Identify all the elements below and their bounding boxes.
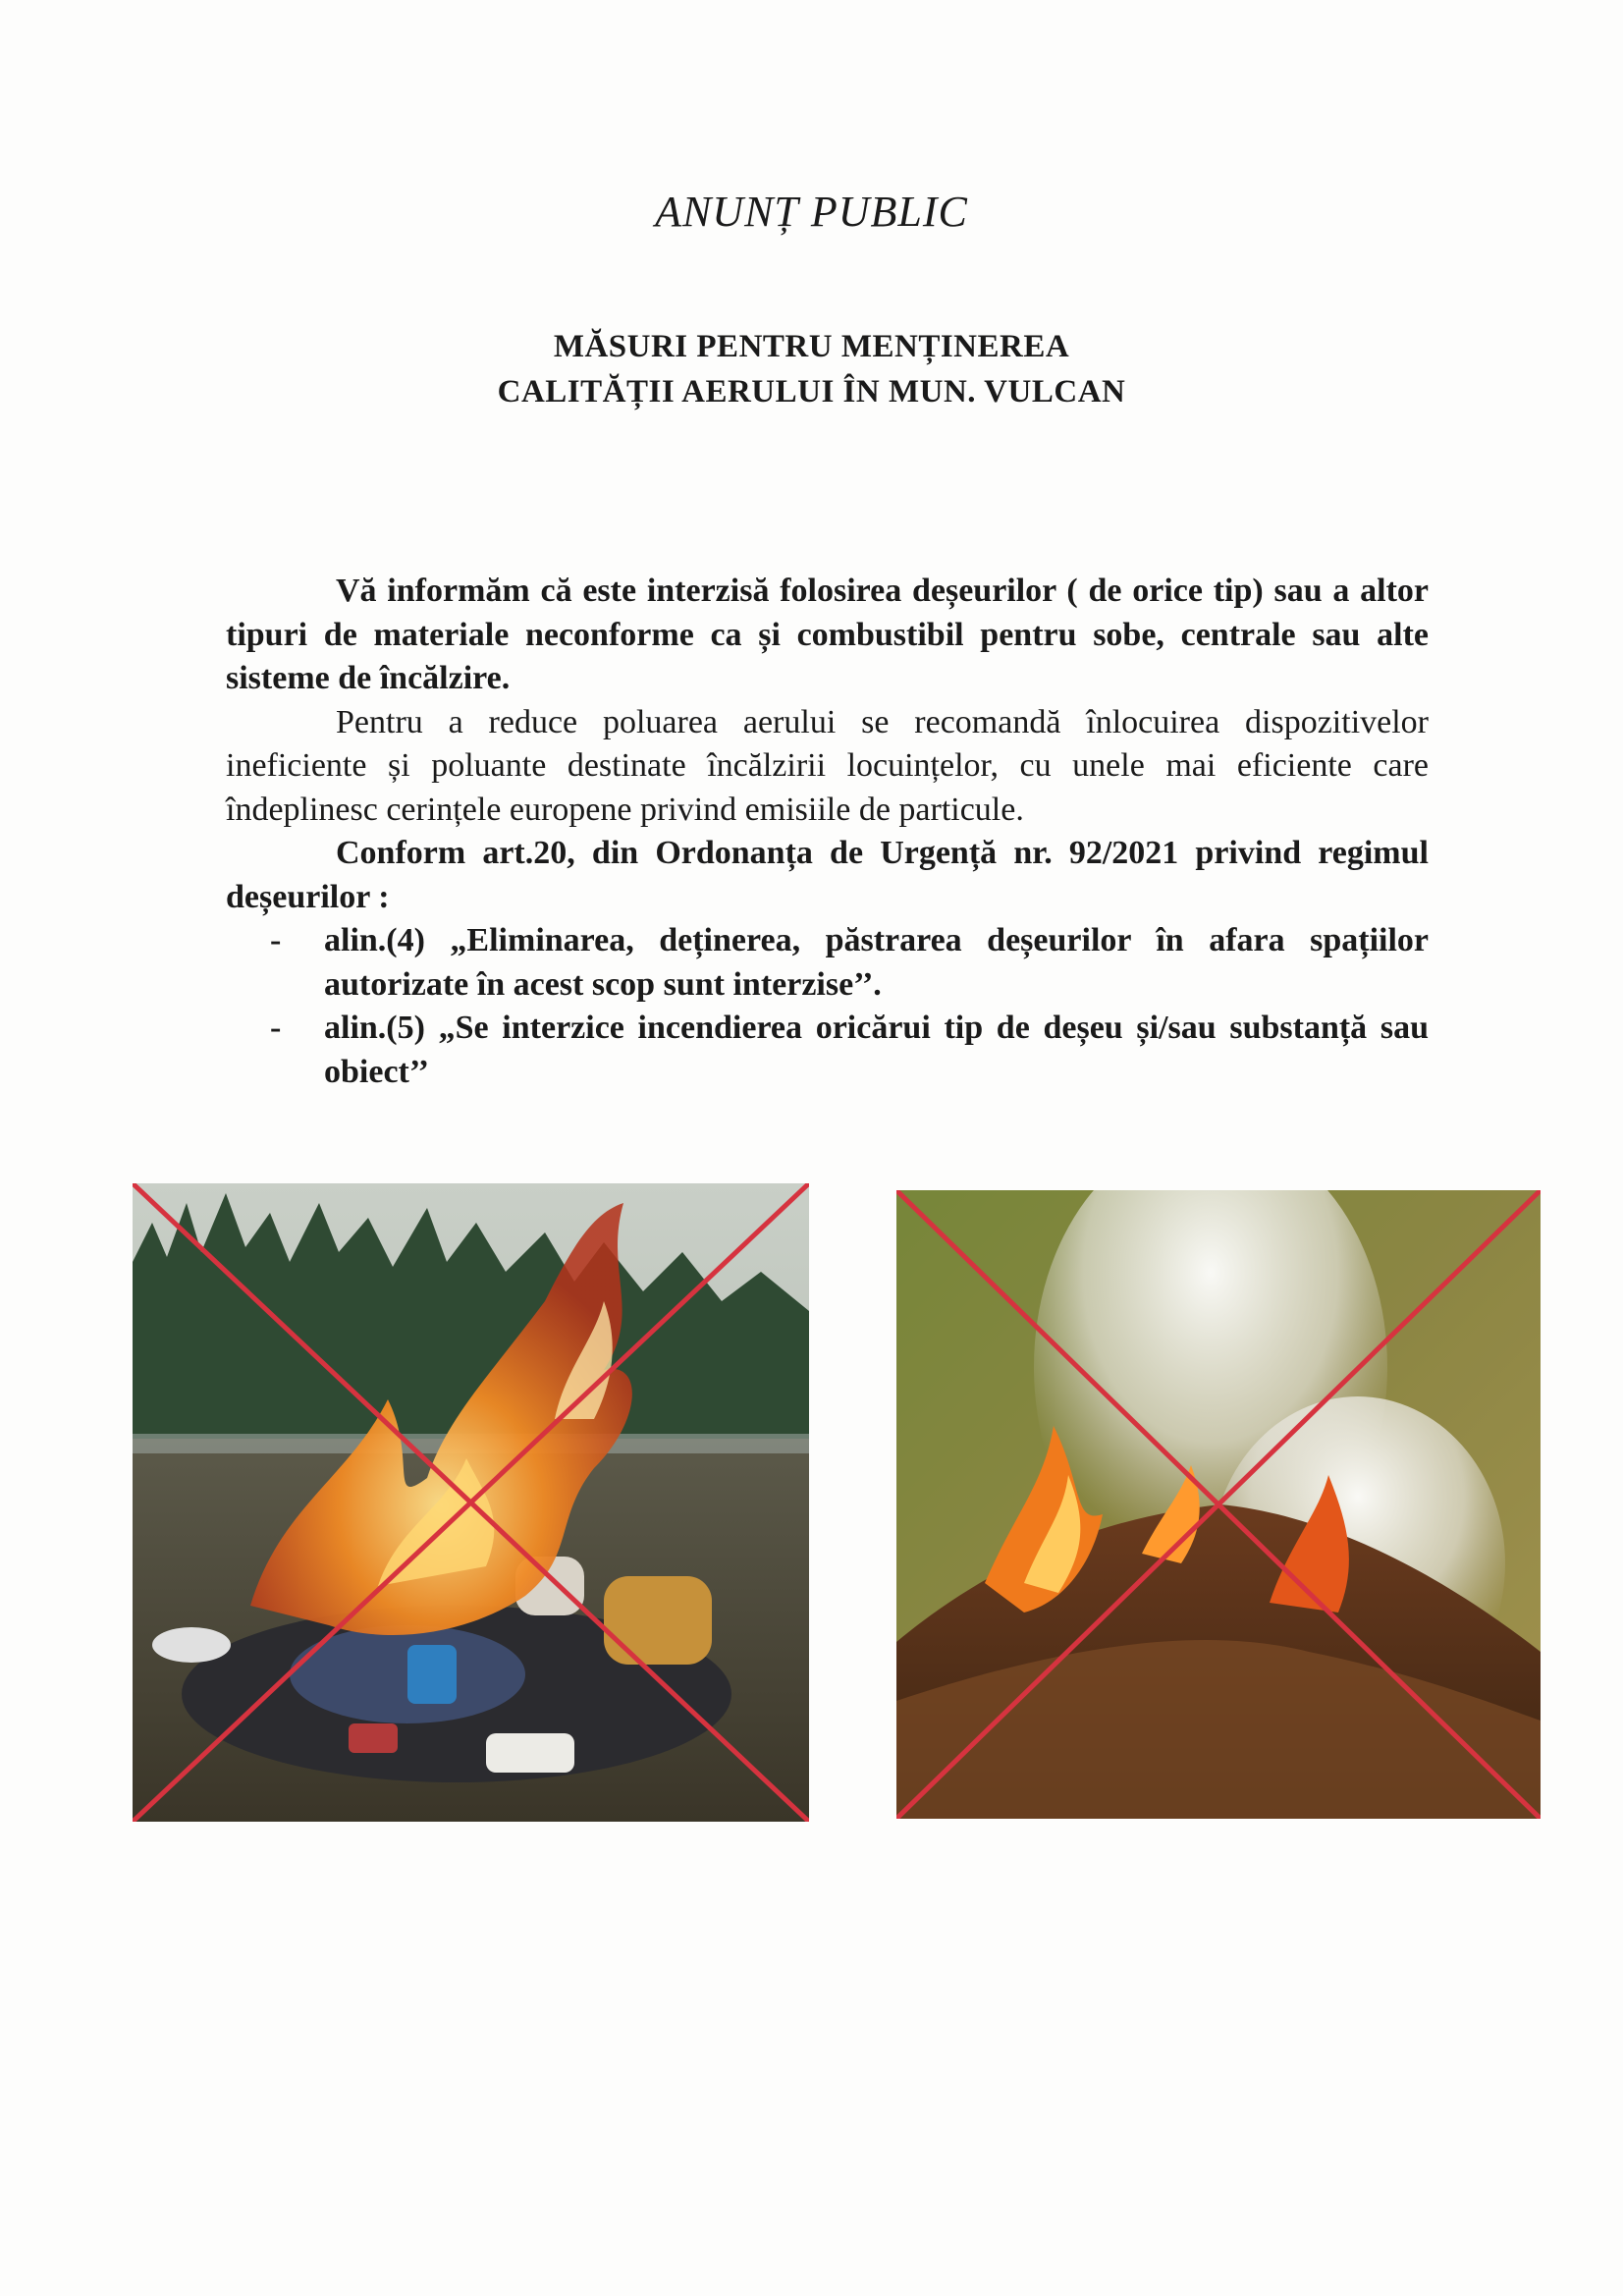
- subtitle-line-2: CALITĂȚII AERULUI ÎN MUN. VULCAN: [497, 374, 1126, 410]
- bullet-item-alin4: [226, 919, 1429, 1007]
- burning-garbage-illustration: [133, 1183, 809, 1822]
- bullet-dash: -: [270, 922, 282, 958]
- paragraph-recommendation: Pentru a reduce poluarea aerului se recomandă înlocuirea dispozitivelor ineficiente și poluante destinate încălzirii locuințelor, cu unele mai eficiente care îndeplinesc cerințele europene privind emisiile de particule.: [226, 703, 1429, 828]
- bullet-item-alin5: [226, 1007, 1429, 1094]
- burning-leaves-image: [896, 1190, 1541, 1819]
- bullet-text: alin.(5) „Se interzice incendierea oricărui tip de deșeu și/sau substanță sau obiect’’: [324, 1010, 1429, 1090]
- announcement-subtitle: [0, 324, 1623, 414]
- subtitle-line-1: MĂSURI PENTRU MENȚINEREA: [553, 329, 1070, 364]
- paragraph-prohibition: Vă informăm că este interzisă folosirea deșeurilor ( de orice tip) sau a altor tipuri de materiale neconforme ca și combustibil pentru sobe, centrale sau alte sisteme de încălzire.: [226, 573, 1429, 696]
- announcement-body: [226, 570, 1429, 1094]
- bullet-text: alin.(4) „Eliminarea, deținerea, păstrarea deșeurilor în afara spațiilor autorizate în acest scop sunt interzise’’.: [324, 922, 1429, 1003]
- bullet-dash: -: [270, 1010, 282, 1046]
- page-title: ANUNȚ PUBLIC: [655, 188, 968, 236]
- burning-garbage-image: [133, 1183, 809, 1822]
- paragraph-legal-reference: Conform art.20, din Ordonanța de Urgență nr. 92/2021 privind regimul deșeurilor :: [226, 835, 1429, 915]
- burning-leaves-illustration: [896, 1190, 1541, 1819]
